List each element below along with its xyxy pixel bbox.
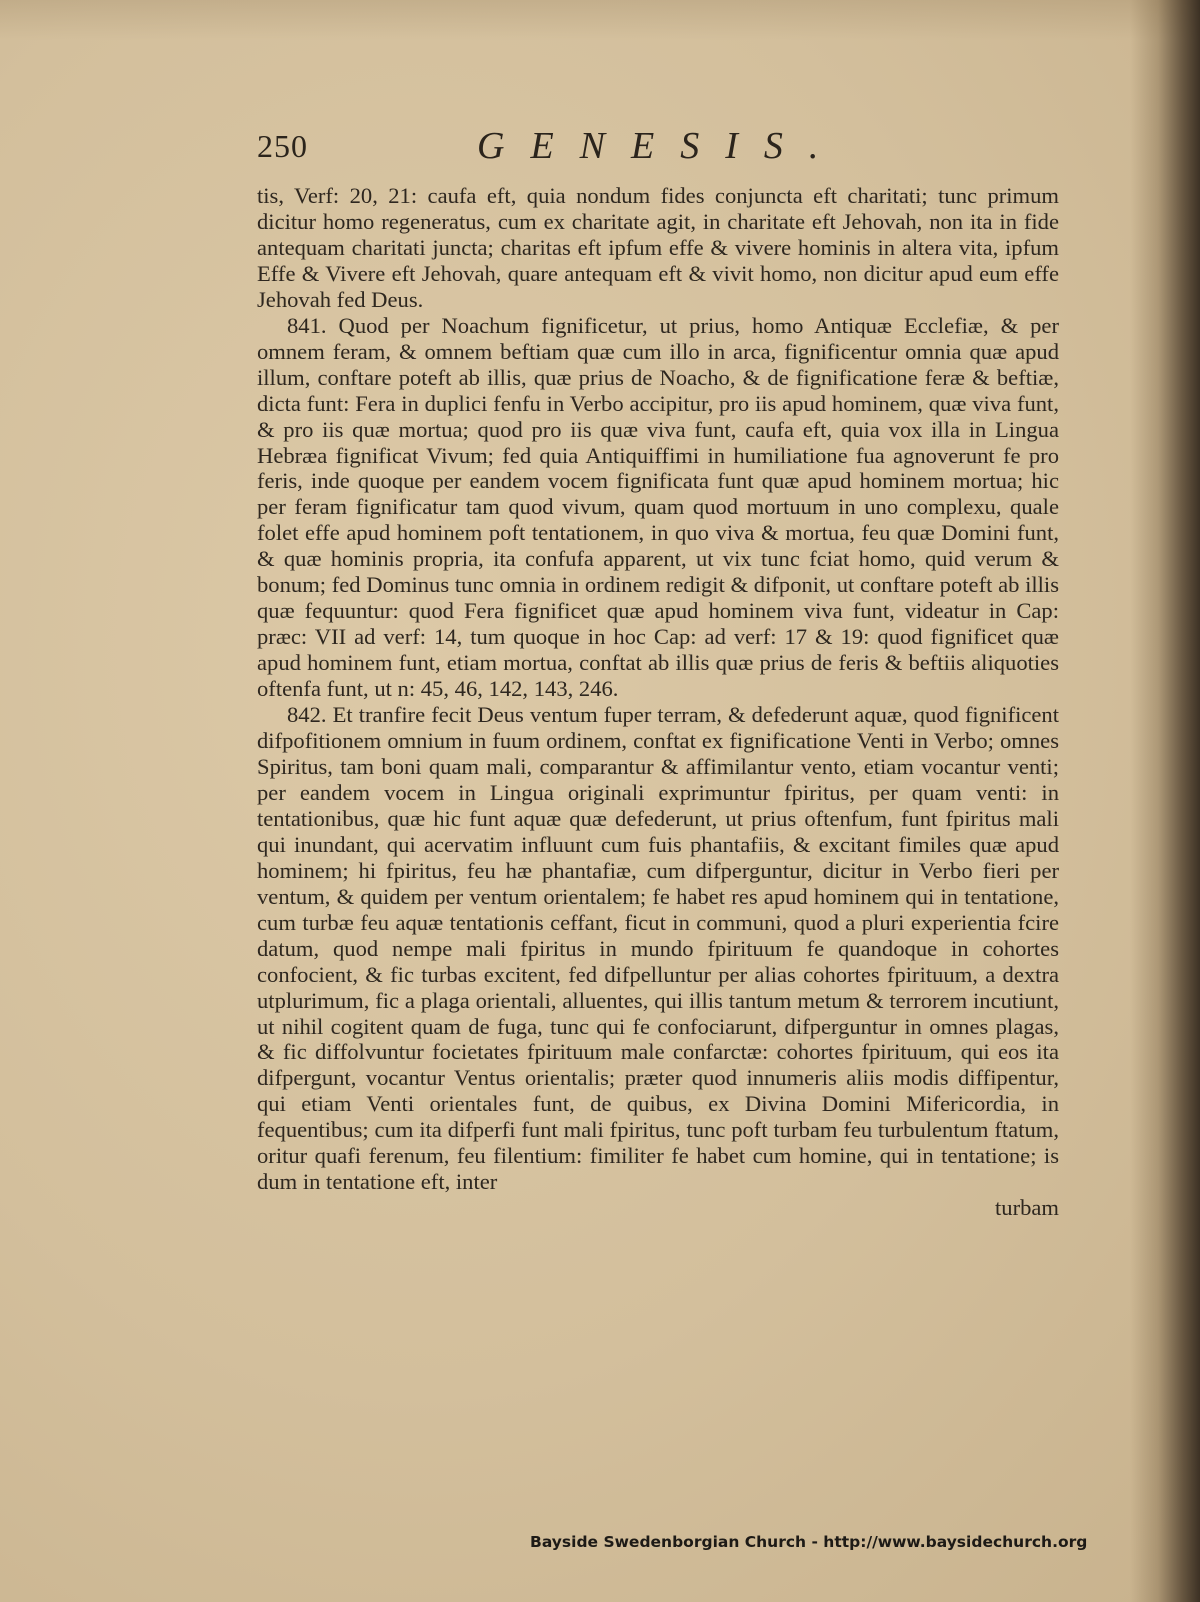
page-top-edge <box>0 0 1200 40</box>
paragraph-continuation: tis, Verf: 20, 21: caufa eft, quia nondum fides conjuncta eft charitati; tunc primum dicitur homo regeneratus, cum ex charitate agit, in charitate eft Jehovah, non ita in fide antequam charitati juncta; charitas eft ipfum effe & vivere hominis in altera vita, ipfum Effe & Vivere eft Jehovah, quare antequam eft & vivit homo, non dicitur apud eum effe Jehovah fed Deus. <box>257 183 1059 312</box>
catchword: turbam <box>995 1195 1059 1221</box>
footer-credit: Bayside Swedenborgian Church - http://www.baysidechurch.org <box>530 1533 1088 1551</box>
paragraph-841: 841. Quod per Noachum fignificetur, ut prius, homo Antiquæ Ecclefiæ, & per omnem feram, & omnem beftiam quæ cum illo in arca, fignificentur omnia quæ apud illum, conftare poteft ab illis, quæ prius de Noacho, & de fignificatione feræ & beftiæ, dicta funt: Fera in duplici fenfu in Verbo accipitur, pro iis apud hominem, quæ viva funt, & pro iis quæ mortua; quod pro iis quæ viva funt, caufa eft, quia vox illa in Lingua Hebræa fignificat Vivum; fed quia Antiquiffimi in humiliatione fua agnoverunt fe pro feris, inde quoque per eandem vocem fignificata funt quæ apud hominem mortua; hic per feram fignificatur tam quod vivum, quam quod mortuum in uno complexu, quale folet effe apud hominem poft tentationem, in quo viva & mortua, feu quæ Domini funt, & quæ hominis propria, ita confufa apparent, ut vix tunc fciat homo, quid verum & bonum; fed Dominus tunc omnia in ordinem redigit & difponit, ut conftare poteft ab illis quæ fequuntur: quod Fera fignificet quæ apud hominem viva funt, videatur in Cap: præc: VII ad verf: 14, tum quoque in hoc Cap: ad verf: 17 & 19: quod fignificet quæ apud hominem funt, etiam mortua, conftat ab illis quæ prius de feris & beftiis aliquoties oftenfa funt, ut n: 45, 46, 142, 143, 246. <box>257 312 1059 702</box>
book-title: GENESIS. <box>477 125 845 167</box>
page-number: 250 <box>257 128 308 164</box>
running-head <box>257 125 1057 174</box>
body-text <box>257 183 1059 1221</box>
binding-shadow <box>1130 0 1200 1602</box>
paragraph-842: 842. Et tranfire fecit Deus ventum fuper terram, & defederunt aquæ, quod fignificent difpofitionem omnium in fuum ordinem, conftat ex fignificatione Venti in Verbo; omnes Spiritus, tam boni quam mali, comparantur & affimilantur vento, etiam vocantur venti; per eandem vocem in Lingua originali exprimuntur fpiritus, per quam venti: in tentationibus, quæ hic funt aquæ quæ defederunt, ut prius oftenfum, funt fpiritus mali qui inundant, qui acervatim influunt cum fuis phantafiis, & excitant fimiles quæ apud hominem; hi fpiritus, feu hæ phantafiæ, cum difperguntur, dicitur in Verbo fieri per ventum, & quidem per ventum orientalem; fe habet res apud hominem qui in tentatione, cum turbæ feu aquæ tentationis ceffant, ficut in communi, quod a pluri experientia fcire datum, quod nempe mali fpiritus in mundo fpirituum fe quandoque in cohortes confocient, & fic turbas excitent, fed difpelluntur per alias cohortes fpirituum, a dextra utplurimum, fic a plaga orientali, alluentes, qui illis tantum metum & terrorem incutiunt, ut nihil cogitent quam de fuga, tunc qui fe confociarunt, difperguntur in omnes plagas, & fic diffolvuntur focietates fpirituum male confarctæ: cohortes fpirituum, qui eos ita difpergunt, vocantur Ventus orientalis; præter quod innumeris aliis modis diffipentur, qui etiam Venti orientales funt, de quibus, ex Divina Domini Mifericordia, in fequentibus; cum ita difperfi funt mali fpiritus, tunc poft turbam feu turbulentum ftatum, oritur quafi ferenum, feu filentium: fimiliter fe habet cum homine, qui in tentatione; is dum in tentatione eft, inter <box>257 702 1059 1195</box>
